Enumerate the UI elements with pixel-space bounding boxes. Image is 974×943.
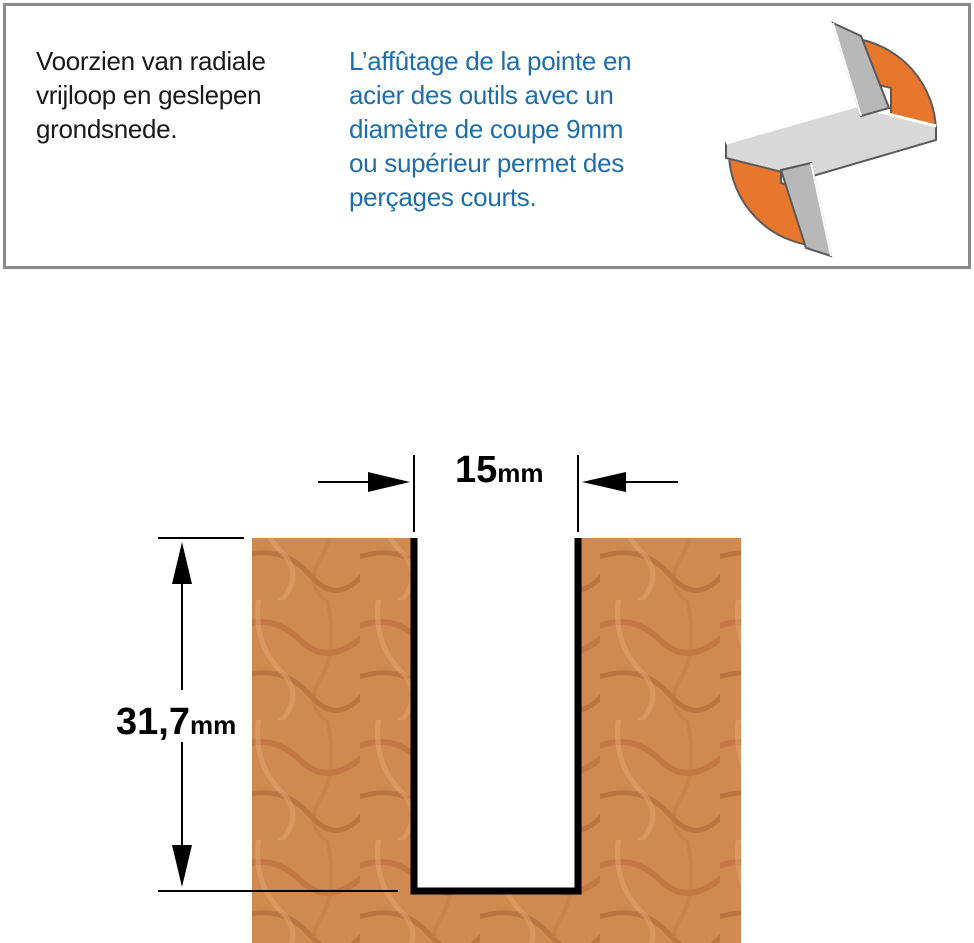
depth-dimension-label bbox=[116, 701, 236, 743]
description-french bbox=[349, 44, 709, 214]
depth-unit: mm bbox=[189, 710, 237, 740]
width-dimension-label bbox=[455, 449, 544, 491]
wood-block-bottom bbox=[416, 890, 576, 943]
description-dutch bbox=[36, 44, 326, 146]
depth-arrow-bottom-head bbox=[172, 845, 192, 887]
description-french-line: ou supérieur permet des bbox=[349, 148, 624, 178]
description-french-line: perçages courts. bbox=[349, 182, 537, 212]
description-dutch-line: Voorzien van radiale bbox=[36, 46, 266, 76]
width-value: 15 bbox=[455, 449, 498, 491]
width-arrow-right-head bbox=[582, 472, 626, 492]
wood-block-left bbox=[252, 538, 416, 943]
description-french-line: diamètre de coupe 9mm bbox=[349, 114, 624, 144]
description-dutch-line: grondsnede. bbox=[36, 114, 178, 144]
groove-outline bbox=[414, 538, 578, 891]
description-dutch-line: vrijloop en geslepen bbox=[36, 80, 262, 110]
description-french-line: L’affûtage de la pointe en bbox=[349, 46, 632, 76]
info-panel bbox=[3, 3, 971, 269]
width-arrow-left-head bbox=[368, 472, 410, 492]
description-french-line: acier des outils avec un bbox=[349, 80, 614, 110]
depth-arrow-top-head bbox=[172, 542, 192, 584]
depth-value: 31,7 bbox=[116, 701, 190, 743]
router-bit-cross-section-icon bbox=[721, 18, 946, 263]
width-unit: mm bbox=[497, 458, 544, 488]
wood-block-right bbox=[576, 538, 741, 943]
groove-dimension-diagram bbox=[0, 280, 974, 943]
